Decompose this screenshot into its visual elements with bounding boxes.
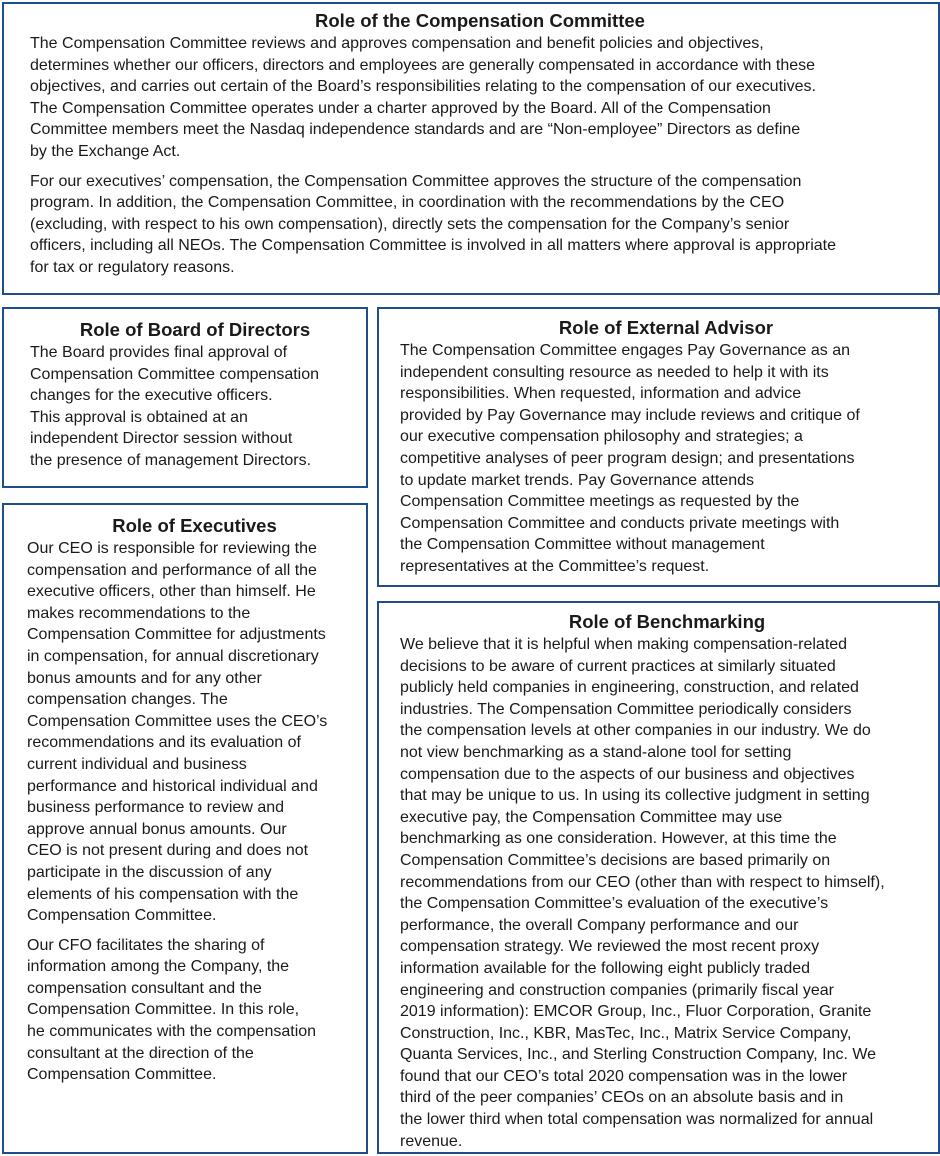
text-line: changes for the executive officers. (30, 387, 273, 405)
text-line: Compensation Committee and conducts private meetings with (400, 514, 840, 532)
text-line: for tax or regulatory reasons. (30, 258, 235, 276)
text-line: compensation and performance of all the (27, 561, 317, 579)
external-advisor-text (400, 340, 932, 578)
text-line: responsibilities. When requested, information and advice (400, 385, 802, 403)
text-line: by the Exchange Act. (30, 142, 181, 160)
text-line: (excluding, with respect to his own compensation), directly sets the compensation for the Company’s senior (30, 215, 790, 233)
text-line: recommendations from our CEO (other than with respect to himself), (400, 873, 885, 891)
text-line: executive pay, the Compensation Committee may use (400, 808, 783, 826)
text-line: compensation strategy. We reviewed the most recent proxy (400, 938, 820, 956)
text-line: makes recommendations to the (27, 604, 251, 622)
text-line: the compensation levels at other companies in our industry. We do (400, 722, 871, 740)
text-line: 2019 information): EMCOR Group, Inc., Fluor Corporation, Granite (400, 1003, 872, 1021)
text-line: Compensation Committee compensation (30, 365, 320, 383)
text-line: executive officers, other than himself. He (27, 583, 316, 601)
text-line: Compensation Committee. (27, 907, 217, 925)
text-line: For our executives’ compensation, the Compensation Committee approves the structure of the compensation (30, 172, 802, 190)
text-line: benchmarking as one consideration. However, at this time the (400, 830, 837, 848)
text-line: The Board provides final approval of (30, 344, 288, 361)
text-line: program. In addition, the Compensation Committee, in coordination with the recommendations by the CEO (30, 194, 785, 212)
text-line: performance, the overall Company performance and our (400, 916, 799, 934)
text-line: the Compensation Committee’s evaluation of the executive’s (400, 895, 829, 913)
text-line: Compensation Committee. In this role, (27, 1001, 300, 1019)
text-line: The Compensation Committee operates under a charter approved by the Board. All of the Compensation (30, 99, 771, 117)
text-line: found that our CEO’s total 2020 compensation was in the lower (400, 1067, 848, 1085)
text-line: our executive compensation philosophy and strategies; a (400, 428, 803, 446)
text-line: not view benchmarking as a stand-alone tool for setting (400, 743, 792, 761)
text-line: information among the Company, the (27, 958, 290, 976)
text-line: Our CFO facilitates the sharing of (27, 936, 265, 954)
text-line: information available for the following eight publicly traded (400, 959, 811, 977)
text-line: third of the peer companies’ CEOs on an absolute basis and in (400, 1089, 844, 1107)
benchmarking-title: Role of Benchmarking (568, 611, 766, 632)
text-line: determines whether our officers, directors and employees are generally compensated in accordance with these (30, 56, 816, 74)
benchmarking-text (400, 634, 934, 1152)
text-line: Compensation Committee for adjustments (27, 626, 326, 644)
text-line: independent consulting resource as needed to help it with its (400, 363, 829, 381)
text-line: CEO is not present during and does not (27, 842, 309, 860)
external-advisor-box (377, 307, 940, 587)
text-line: competitive analyses of peer program design; and presentations (400, 449, 855, 467)
text-line: the presence of management Directors. (30, 451, 312, 469)
text-line: in compensation, for annual discretionary (27, 647, 319, 665)
text-line: compensation due to the aspects of our business and objectives (400, 765, 855, 783)
text-line: industries. The Compensation Committee periodically considers (400, 700, 852, 718)
executives-paragraph-1 (27, 538, 362, 927)
text-line: Compensation Committee uses the CEO’s (27, 712, 328, 730)
executives-paragraph-2 (27, 935, 362, 1086)
text-line: the Compensation Committee without management (400, 536, 765, 554)
text-line: objectives, and carries out certain of the Board’s responsibilities relating to the compensation of our executives. (30, 78, 816, 96)
text-line: Quanta Services, Inc., and Sterling Construction Company, Inc. We (400, 1046, 877, 1064)
text-line: publicly held companies in engineering, construction, and related (400, 679, 859, 697)
text-line: engineering and construction companies (primarily fiscal year (400, 981, 834, 999)
compensation-committee-title: Role of the Compensation Committee (315, 10, 645, 31)
text-line: Construction, Inc., KBR, MasTec, Inc., Matrix Service Company, (400, 1024, 852, 1042)
text-line: officers, including all NEOs. The Compensation Committee is involved in all matters where approval is appropriate (30, 237, 837, 255)
text-line: Compensation Committee’s decisions are based primarily on (400, 851, 831, 869)
text-line: revenue. (400, 1132, 463, 1150)
board-of-directors-box (2, 307, 368, 488)
text-line: Committee members meet the Nasdaq independence standards and are “Non-employee” Directors as define (30, 121, 801, 139)
text-line: Our CEO is responsible for reviewing the (27, 540, 317, 557)
text-line: participate in the discussion of any (27, 863, 272, 881)
external-advisor-title: Role of External Advisor (558, 317, 774, 338)
board-of-directors-text (30, 342, 360, 472)
text-line: Compensation Committee meetings as requested by the (400, 493, 800, 511)
text-line: to update market trends. Pay Governance attends (400, 471, 754, 489)
text-line: approve annual bonus amounts. Our (27, 820, 287, 838)
text-line: the lower third when total compensation was normalized for annual (400, 1111, 874, 1129)
text-line: representatives at the Committee’s request. (400, 557, 710, 575)
text-line: performance and historical individual and (27, 777, 318, 795)
text-line: bonus amounts and for any other (27, 669, 262, 687)
text-line: consultant at the direction of the (27, 1044, 254, 1062)
text-line: compensation consultant and the (27, 979, 262, 997)
compensation-committee-paragraph-2 (30, 171, 930, 279)
text-line: This approval is obtained at an (30, 408, 248, 426)
compensation-committee-paragraph-1 (30, 33, 930, 163)
compensation-committee-box (2, 2, 940, 295)
board-of-directors-title: Role of Board of Directors (79, 319, 311, 340)
text-line: compensation changes. The (27, 691, 228, 709)
text-line: independent Director session without (30, 430, 293, 448)
executives-box (2, 503, 368, 1154)
text-line: We believe that it is helpful when making compensation-related (400, 636, 848, 653)
executives-title: Role of Executives (112, 515, 277, 536)
text-line: decisions to be aware of current practices at similarly situated (400, 657, 836, 675)
text-line: current individual and business (27, 755, 247, 773)
text-line: Compensation Committee. (27, 1066, 217, 1084)
text-line: The Compensation Committee reviews and approves compensation and benefit policies and objectives, (30, 35, 764, 52)
text-line: provided by Pay Governance may include reviews and critique of (400, 406, 860, 424)
text-line: recommendations and its evaluation of (27, 734, 301, 752)
text-line: business performance to review and (27, 799, 285, 817)
benchmarking-box (377, 601, 940, 1154)
text-line: The Compensation Committee engages Pay Governance as an (400, 342, 851, 359)
text-line: he communicates with the compensation (27, 1023, 317, 1041)
text-line: elements of his compensation with the (27, 885, 299, 903)
text-line: that may be unique to us. In using its collective judgment in setting (400, 787, 870, 805)
